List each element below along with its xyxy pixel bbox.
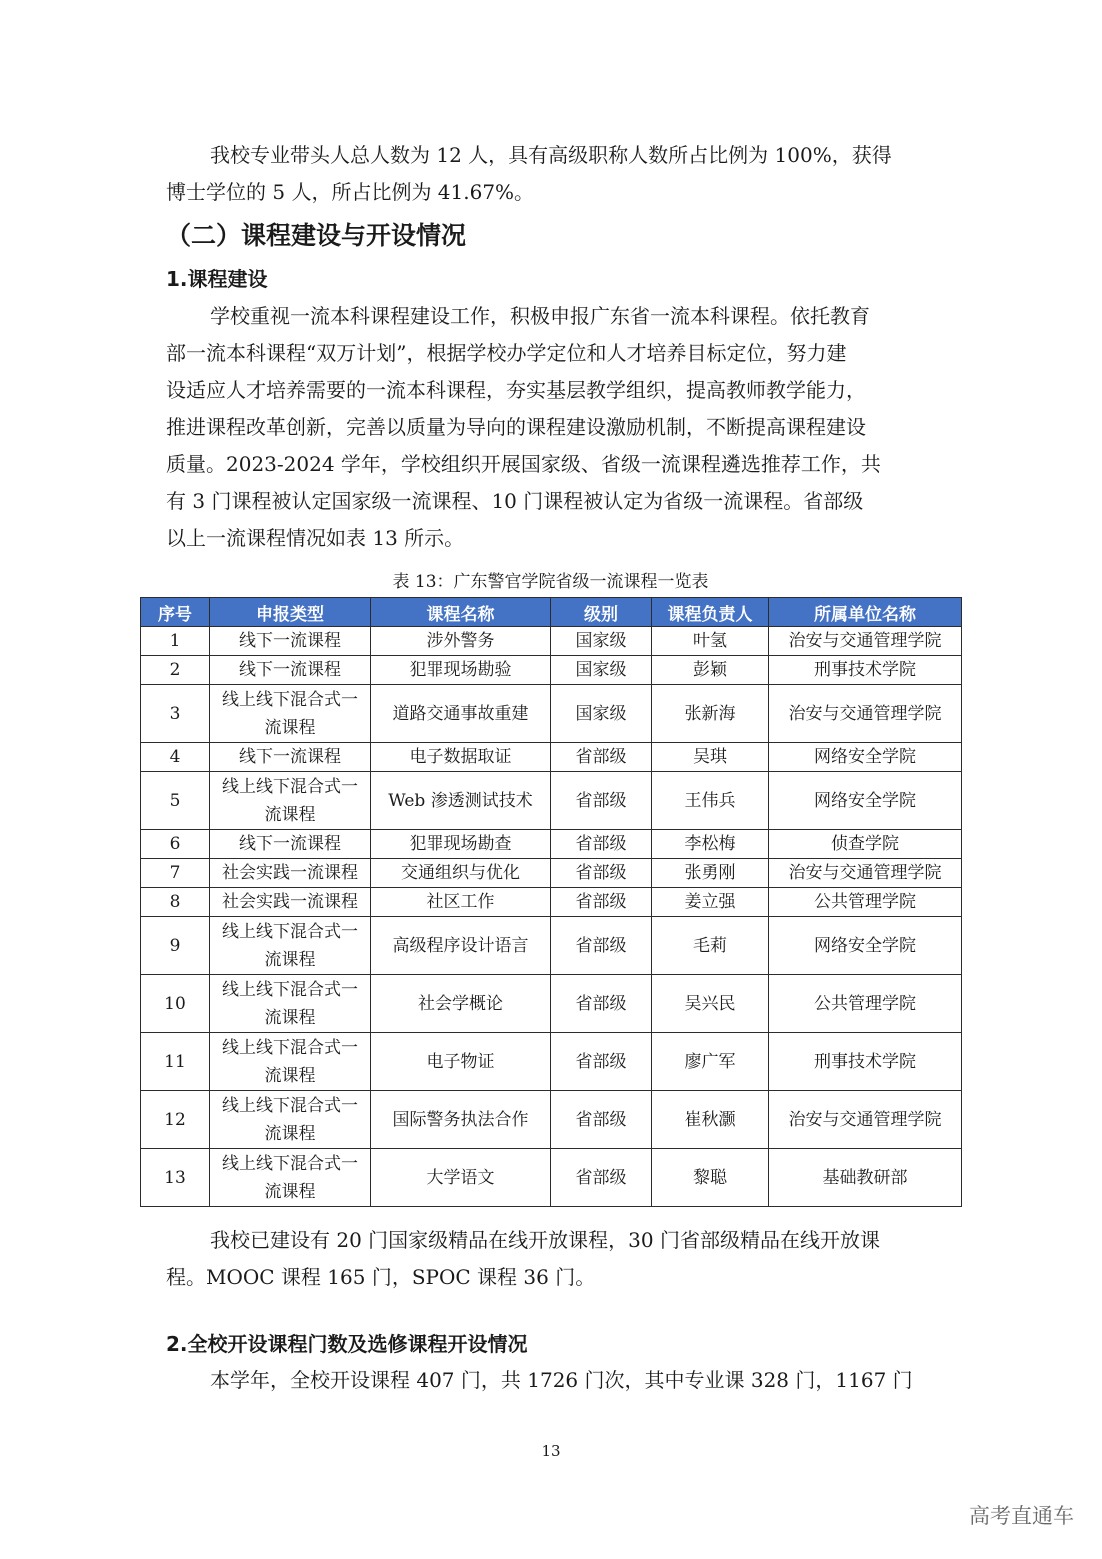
- cell-type-line: 线上线下混合式一: [222, 1037, 358, 1058]
- cell-course-name: 大学语文: [371, 1149, 551, 1207]
- cell-no: 9: [141, 917, 210, 975]
- cell-course-name: 犯罪现场勘验: [371, 656, 551, 685]
- page-number: 13: [541, 1442, 561, 1460]
- header-no: 序号: [141, 598, 210, 627]
- cell-course-name: 涉外警务: [371, 627, 551, 656]
- cell-leader: 张新海: [652, 685, 769, 743]
- cell-unit: 刑事技术学院: [769, 1033, 962, 1091]
- cell-type-line: 流课程: [264, 1065, 316, 1086]
- cell-type: [210, 1149, 371, 1207]
- cell-unit: 网络安全学院: [769, 917, 962, 975]
- cell-type-line: 流课程: [264, 1181, 316, 1202]
- cell-type-line: 线上线下混合式一: [222, 689, 358, 710]
- cell-no: 5: [141, 772, 210, 830]
- header-unit: 所属单位名称: [769, 598, 962, 627]
- cell-unit: 公共管理学院: [769, 888, 962, 917]
- cell-type: [210, 888, 371, 917]
- table-row: [141, 772, 962, 830]
- cell-type-line: 线上线下混合式一: [222, 921, 358, 942]
- cell-course-name: 电子物证: [371, 1033, 551, 1091]
- cell-leader: 崔秋灏: [652, 1091, 769, 1149]
- cell-type: [210, 975, 371, 1033]
- cell-course-name: Web 渗透测试技术: [371, 772, 551, 830]
- cell-no: 2: [141, 656, 210, 685]
- cell-type: [210, 1091, 371, 1149]
- cell-no: 13: [141, 1149, 210, 1207]
- cell-type-line: 流课程: [264, 949, 316, 970]
- cell-unit: 刑事技术学院: [769, 656, 962, 685]
- cell-type: [210, 1033, 371, 1091]
- table-row: [141, 830, 962, 859]
- cell-type-line: 线下一流课程: [239, 631, 341, 651]
- cell-level: 省部级: [551, 772, 652, 830]
- cell-no: 4: [141, 743, 210, 772]
- table-row: [141, 656, 962, 685]
- cell-leader: 毛莉: [652, 917, 769, 975]
- cell-course-name: 道路交通事故重建: [371, 685, 551, 743]
- cell-no: 8: [141, 888, 210, 917]
- table-row: [141, 1149, 962, 1207]
- cell-course-name: 高级程序设计语言: [371, 917, 551, 975]
- section-title: （二）课程建设与开设情况: [166, 221, 467, 250]
- cell-type: [210, 627, 371, 656]
- cell-unit: 治安与交通管理学院: [769, 685, 962, 743]
- header-type: 申报类型: [210, 598, 371, 627]
- header-leader: 课程负责人: [652, 598, 769, 627]
- cell-type: [210, 772, 371, 830]
- cell-no: 1: [141, 627, 210, 656]
- table-row: [141, 917, 962, 975]
- cell-type: [210, 830, 371, 859]
- cell-no: 6: [141, 830, 210, 859]
- cell-type-line: 流课程: [264, 1123, 316, 1144]
- cell-unit: 公共管理学院: [769, 975, 962, 1033]
- course-table: [140, 597, 962, 1207]
- cell-no: 11: [141, 1033, 210, 1091]
- cell-no: 7: [141, 859, 210, 888]
- cell-type-line: 线下一流课程: [239, 747, 341, 767]
- table-caption: 表 13：广东警官学院省级一流课程一览表: [392, 572, 709, 592]
- cell-type-line: 社会实践一流课程: [222, 863, 358, 883]
- cell-level: 国家级: [551, 656, 652, 685]
- cell-level: 国家级: [551, 685, 652, 743]
- table-row: [141, 859, 962, 888]
- cell-unit: 侦查学院: [769, 830, 962, 859]
- cell-leader: 廖广军: [652, 1033, 769, 1091]
- table-row: [141, 627, 962, 656]
- cell-level: 省部级: [551, 1091, 652, 1149]
- table-row: [141, 1091, 962, 1149]
- cell-level: 省部级: [551, 888, 652, 917]
- cell-course-name: 犯罪现场勘查: [371, 830, 551, 859]
- cell-course-name: 社会学概论: [371, 975, 551, 1033]
- cell-type-line: 流课程: [264, 804, 316, 825]
- cell-type-line: 线上线下混合式一: [222, 1095, 358, 1116]
- cell-unit: 治安与交通管理学院: [769, 1091, 962, 1149]
- watermark-text: 高考直通车: [969, 1504, 1074, 1528]
- cell-level: 省部级: [551, 743, 652, 772]
- cell-unit: 治安与交通管理学院: [769, 859, 962, 888]
- table-row: [141, 975, 962, 1033]
- cell-level: 省部级: [551, 1033, 652, 1091]
- cell-no: 3: [141, 685, 210, 743]
- cell-type-line: 线上线下混合式一: [222, 1153, 358, 1174]
- cell-type: [210, 859, 371, 888]
- cell-leader: 黎聪: [652, 1149, 769, 1207]
- cell-level: 省部级: [551, 1149, 652, 1207]
- cell-no: 12: [141, 1091, 210, 1149]
- cell-no: 10: [141, 975, 210, 1033]
- cell-leader: 李松梅: [652, 830, 769, 859]
- cell-leader: 吴兴民: [652, 975, 769, 1033]
- cell-type: [210, 685, 371, 743]
- table-row: [141, 1033, 962, 1091]
- cell-unit: 基础教研部: [769, 1149, 962, 1207]
- table-body: [141, 627, 962, 1207]
- cell-type-line: 线下一流课程: [239, 834, 341, 854]
- cell-level: 国家级: [551, 627, 652, 656]
- cell-level: 省部级: [551, 830, 652, 859]
- table-row: [141, 685, 962, 743]
- course-building-paragraph: 学校重视一流本科课程建设工作，积极申报广东省一流本科课程。依托教育 部一流本科课程“双万计划”，根据学校办学定位和人才培养目标定位，努力建 设适应人才培养需要的一流本科课程，夯实基层教学组织，提高教师教学能力， 推进课程改革创新，完善以质量为导向的课程建设激励机制，不断提高课程建设 质量。2023-2024 学年，学校组织开展国家级、省级一流课程遴选推荐工作，共 有 3 门课程被认定国家级一流课程、10 门课程被认定为省级一流课程。省部级 以上一流课程情况如表 13 所示。: [166, 304, 881, 550]
- table-row: [141, 888, 962, 917]
- cell-course-name: 社区工作: [371, 888, 551, 917]
- table-row: [141, 743, 962, 772]
- cell-course-name: 国际警务执法合作: [371, 1091, 551, 1149]
- cell-leader: 叶氢: [652, 627, 769, 656]
- cell-type: [210, 917, 371, 975]
- cell-unit: 治安与交通管理学院: [769, 627, 962, 656]
- header-level: 级别: [551, 598, 652, 627]
- cell-unit: 网络安全学院: [769, 743, 962, 772]
- subsection-title-course-offering: 2.全校开设课程门数及选修课程开设情况: [166, 1332, 528, 1356]
- course-offering-paragraph: 本学年，全校开设课程 407 门，共 1726 门次，其中专业课 328 门，1167 门: [210, 1368, 913, 1392]
- cell-type-line: 流课程: [264, 1007, 316, 1028]
- online-courses-paragraph: 我校已建设有 20 门国家级精品在线开放课程，30 门省部级精品在线开放课 程。MOOC 课程 165 门，SPOC 课程 36 门。: [166, 1228, 880, 1289]
- intro-paragraph: 我校专业带头人总人数为 12 人，具有高级职称人数所占比例为 100%，获得 博士学位的 5 人，所占比例为 41.67%。: [166, 143, 892, 204]
- cell-leader: 王伟兵: [652, 772, 769, 830]
- subsection-title-course-building: 1.课程建设: [166, 267, 268, 291]
- cell-type-line: 流课程: [264, 717, 316, 738]
- cell-leader: 彭颖: [652, 656, 769, 685]
- cell-unit: 网络安全学院: [769, 772, 962, 830]
- cell-type: [210, 743, 371, 772]
- cell-leader: 姜立强: [652, 888, 769, 917]
- cell-type-line: 线上线下混合式一: [222, 776, 358, 797]
- header-course-name: 课程名称: [371, 598, 551, 627]
- cell-level: 省部级: [551, 917, 652, 975]
- table-header-row: [141, 598, 962, 627]
- cell-type: [210, 656, 371, 685]
- cell-leader: 张勇刚: [652, 859, 769, 888]
- cell-type-line: 线上线下混合式一: [222, 979, 358, 1000]
- cell-level: 省部级: [551, 859, 652, 888]
- cell-course-name: 交通组织与优化: [371, 859, 551, 888]
- cell-type-line: 线下一流课程: [239, 660, 341, 680]
- cell-type-line: 社会实践一流课程: [222, 892, 358, 912]
- cell-level: 省部级: [551, 975, 652, 1033]
- cell-course-name: 电子数据取证: [371, 743, 551, 772]
- cell-leader: 吴琪: [652, 743, 769, 772]
